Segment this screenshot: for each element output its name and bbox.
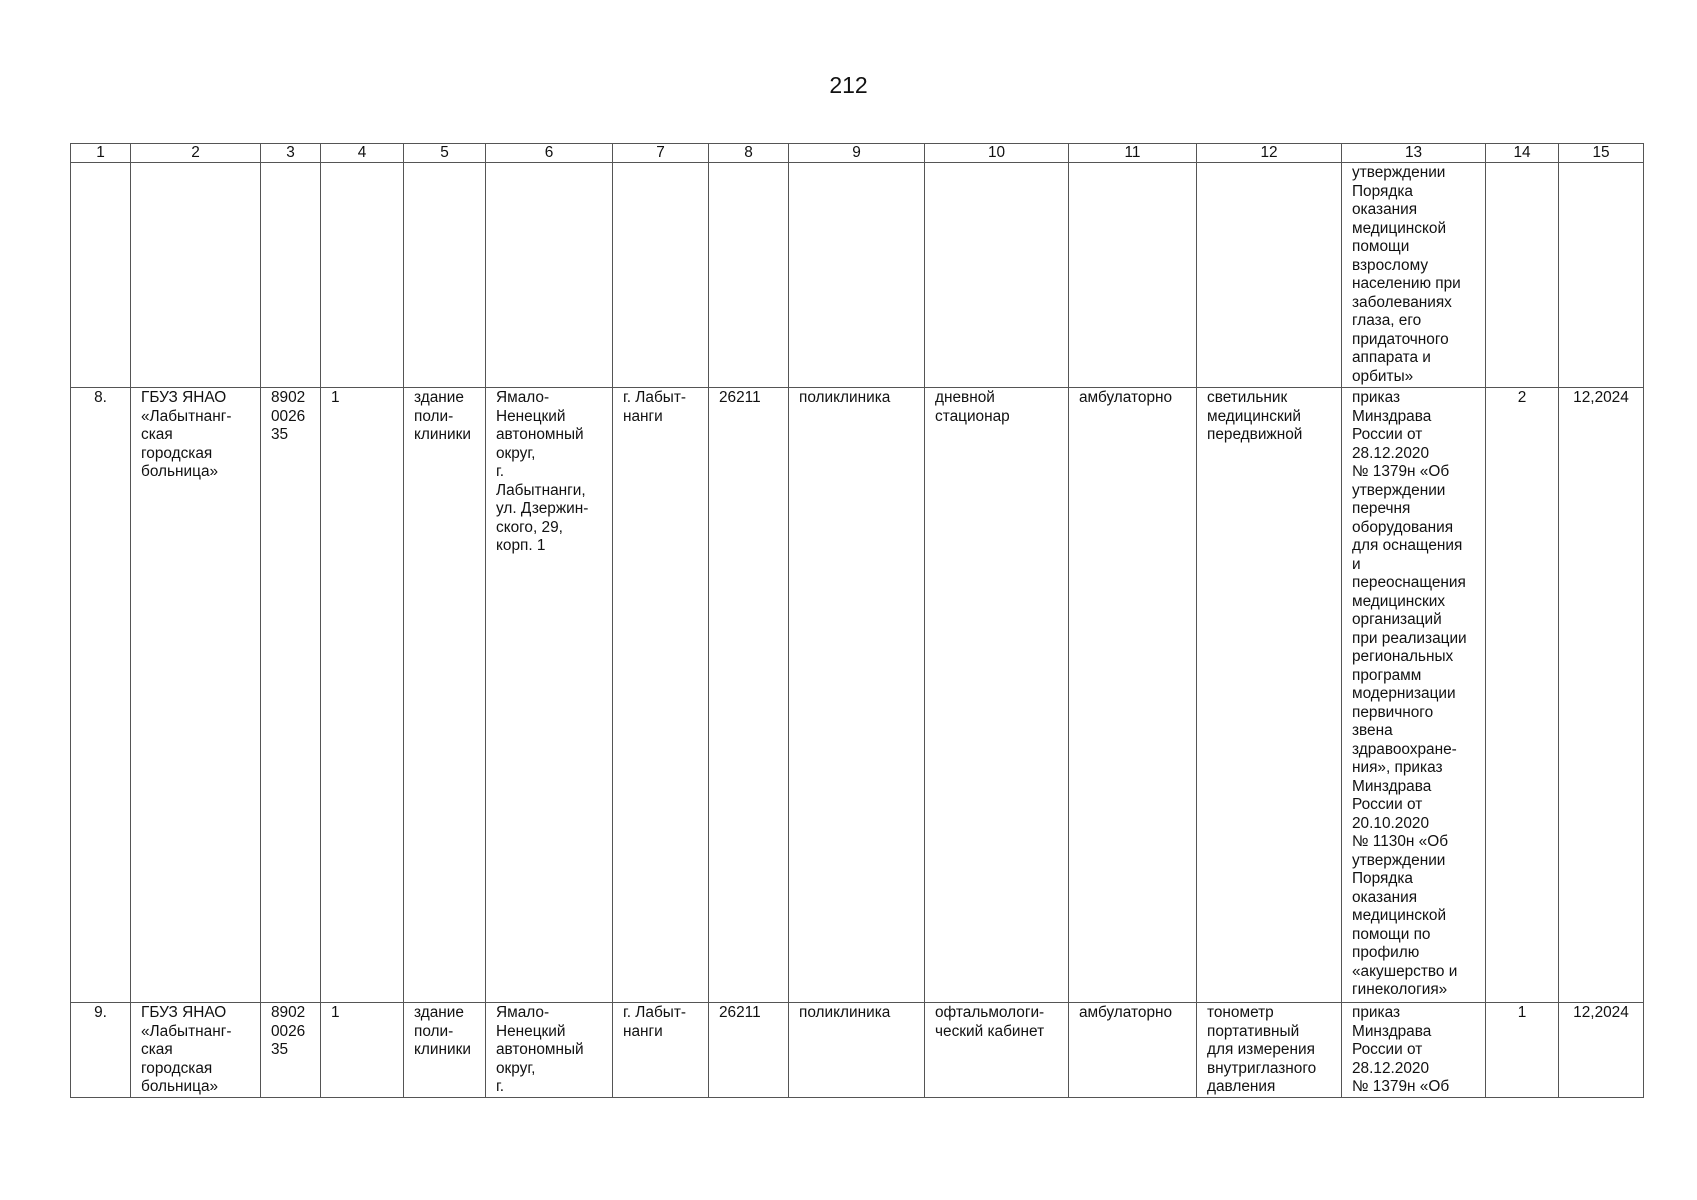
column-header: 5 [404,144,486,163]
equipment-name: светильник медицинский передвижной [1197,388,1342,1003]
table-cell [1559,163,1644,388]
organization-name: ГБУЗ ЯНАО «Лабытнанг- ская городская больница» [131,388,261,1003]
row-number: 8. [71,388,131,1003]
table-cell: 1 [321,388,404,1003]
page-number: 212 [829,72,868,98]
address: Ямало- Ненецкий автономный округ, г. [486,1003,613,1098]
table-cell-legal-basis: приказ Минздрава России от 28.12.2020 № 1379н «Об [1342,1003,1486,1098]
building-type: здание поли- клиники [404,388,486,1003]
quantity: 2 [1486,388,1559,1003]
quantity: 1 [1486,1003,1559,1098]
column-header: 10 [925,144,1069,163]
address: Ямало- Ненецкий автономный округ, г. Лабытнанги, ул. Дзержин- ского, 29, корп. 1 [486,388,613,1003]
organization-code: 8902 0026 35 [261,1003,321,1098]
care-condition: амбулаторно [1069,388,1197,1003]
locality: г. Лабыт- нанги [613,1003,709,1098]
column-header: 14 [1486,144,1559,163]
unit-type: поликлиника [789,1003,925,1098]
column-header: 9 [789,144,925,163]
column-header: 13 [1342,144,1486,163]
table-cell: 26211 [709,1003,789,1098]
table-cell [321,163,404,388]
table-cell [404,163,486,388]
deadline: 12,2024 [1559,1003,1644,1098]
table-cell [1197,163,1342,388]
organization-name: ГБУЗ ЯНАО «Лабытнанг- ская городская больница» [131,1003,261,1098]
table-cell [131,163,261,388]
table-cell-legal-basis: приказ Минздрава России от 28.12.2020 № 1379н «Об утверждении перечня оборудования для оснащения и переоснащения медицинских организаций при реализации региональных программ модернизации первичного звена здравоохране- ния», приказ Минздрава России от 20.10.2020 № 1130н «Об утверждении Порядка оказания медицинской помощи по профилю «акушерство и гинекология» [1342,388,1486,1003]
column-header: 8 [709,144,789,163]
building-type: здание поли- клиники [404,1003,486,1098]
department: офтальмологи- ческий кабинет [925,1003,1069,1098]
table-cell [71,163,131,388]
column-header: 15 [1559,144,1644,163]
column-header: 1 [71,144,131,163]
table-cell: 26211 [709,388,789,1003]
table-cell [1069,163,1197,388]
row-number: 9. [71,1003,131,1098]
column-header: 4 [321,144,404,163]
column-header: 11 [1069,144,1197,163]
table-cell-legal-basis: утверждении Порядка оказания медицинской помощи взрослому населению при заболеваниях глаза, его придаточного аппарата и орбиты» [1342,163,1486,388]
table-cell [1486,163,1559,388]
table-cell [261,163,321,388]
table-cell [709,163,789,388]
table-row [71,388,1644,1003]
column-header: 2 [131,144,261,163]
table-cell [486,163,613,388]
table-cell [789,163,925,388]
data-table [70,143,1644,1098]
column-header: 3 [261,144,321,163]
unit-type: поликлиника [789,388,925,1003]
table-cell [613,163,709,388]
deadline: 12,2024 [1559,388,1644,1003]
column-header: 7 [613,144,709,163]
organization-code: 8902 0026 35 [261,388,321,1003]
locality: г. Лабыт- нанги [613,388,709,1003]
table-cell: 1 [321,1003,404,1098]
table-row [71,1003,1644,1098]
equipment-name: тонометр портативный для измерения внутриглазного давления [1197,1003,1342,1098]
header-row [71,144,1644,163]
department: дневной стационар [925,388,1069,1003]
column-header: 12 [1197,144,1342,163]
table-row-continuation [71,163,1644,388]
column-header: 6 [486,144,613,163]
care-condition: амбулаторно [1069,1003,1197,1098]
table-cell [925,163,1069,388]
